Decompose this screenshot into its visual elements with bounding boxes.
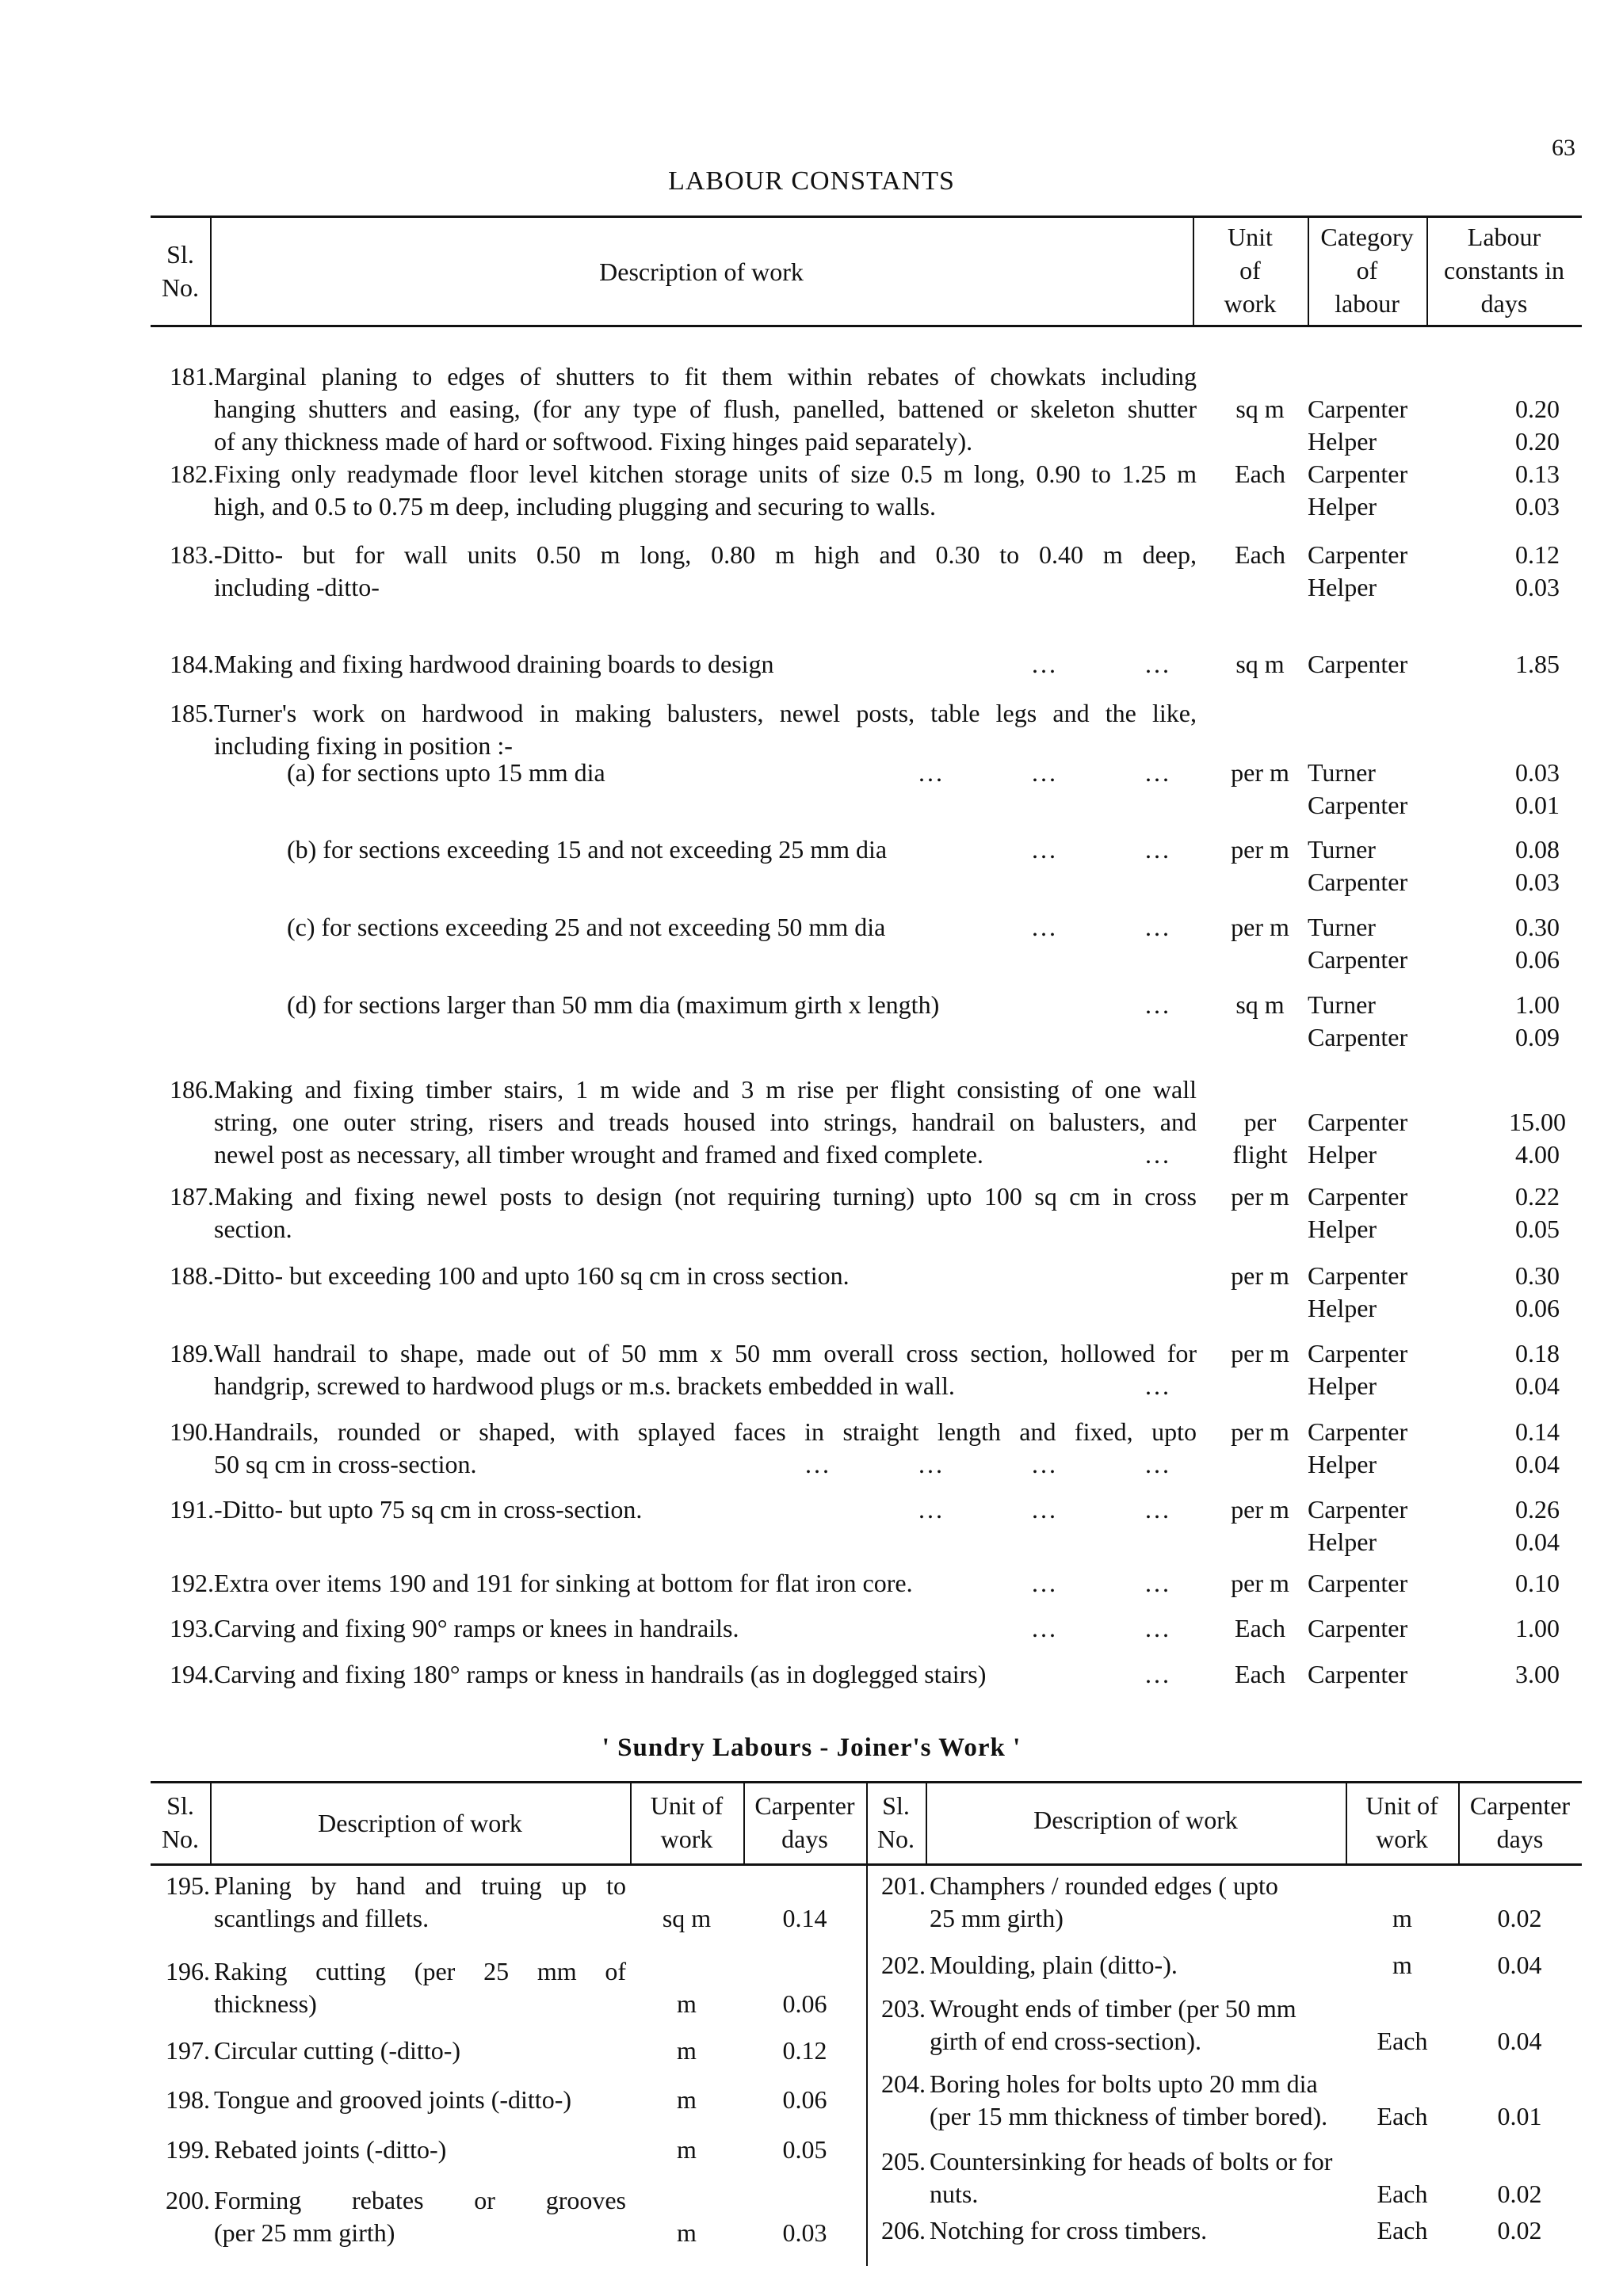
labour-category — [1308, 1337, 1498, 1402]
labour-category — [1308, 1567, 1498, 1600]
description-line: Fixing only readymade floor level kitchen storage units of size 0.5 m long, 0.90 to 1.25 m — [214, 460, 1197, 488]
leader-dots: ... ... — [1032, 913, 1171, 941]
description-line: Boring holes for bolts upto 20 mm dia — [930, 2069, 1318, 2098]
unit-line: Each — [1235, 1614, 1285, 1642]
labour-constant — [1474, 833, 1601, 898]
labour-constant — [1474, 911, 1601, 976]
header-constants: Labour constants in days — [1444, 223, 1564, 318]
labour-constant — [1474, 1106, 1601, 1171]
constant-line: 0.03 — [1515, 492, 1560, 521]
labour-line: Carpenter — [1308, 650, 1408, 678]
unit-line: per m — [1231, 1417, 1289, 1446]
item-number: 194. — [170, 1660, 214, 1688]
labour-line: Helper — [1308, 427, 1377, 456]
labour-constant — [1474, 539, 1601, 604]
unit-line: per m — [1231, 1182, 1289, 1211]
item-number: 182. — [170, 460, 214, 488]
item-number: 185. — [170, 699, 214, 727]
header-unit: Unit of work — [1224, 223, 1277, 318]
sundry-days: 0.06 — [782, 1989, 827, 2018]
labour-line: Carpenter — [1308, 1569, 1408, 1597]
sub-item-description: (d) for sections larger than 50 mm dia (maximum girth x length) — [287, 990, 940, 1019]
description-line: Rebated joints (-ditto-) — [214, 2135, 447, 2164]
sundry-item-description — [930, 2214, 1358, 2247]
constant-line: 0.04 — [1515, 1371, 1560, 1400]
sundry-header-sl-no-right: Sl. No. — [876, 1791, 915, 1853]
unit-line: sq m — [1235, 395, 1285, 423]
labour-line: Carpenter — [1308, 1495, 1408, 1524]
labour-line: Turner — [1308, 758, 1376, 787]
constant-line: 1.00 — [1515, 1614, 1560, 1642]
sundry-item-description — [214, 2084, 626, 2116]
constant-line: 0.12 — [1515, 540, 1560, 569]
constant-line: 0.03 — [1515, 573, 1560, 601]
sundry-item-description — [214, 2035, 626, 2067]
item-number: 184. — [170, 650, 214, 678]
description-line: high, and 0.5 to 0.75 m deep, including plugging and securing to walls. — [214, 492, 936, 521]
sundry-unit: Each — [1377, 2027, 1428, 2055]
sundry-item-number: 198. — [166, 2085, 210, 2114]
constant-line: 0.04 — [1515, 1527, 1560, 1556]
description-line: 25 mm girth) — [930, 1904, 1064, 1932]
item-number: 190. — [170, 1417, 214, 1446]
unit-line: per m — [1231, 913, 1289, 941]
sub-item-description: (a) for sections upto 15 mm dia — [287, 758, 605, 787]
unit-line: per m — [1231, 758, 1289, 787]
description-line: Marginal planing to edges of shutters to fit them within rebates of chowkats including — [214, 362, 1197, 391]
description-line: -Ditto- but upto 75 sq cm in cross-section. — [214, 1495, 643, 1524]
description-line: Tongue and grooved joints (-ditto-) — [214, 2085, 571, 2114]
description-line: Extra over items 190 and 191 for sinking at bottom for flat iron core. — [214, 1569, 913, 1597]
sundry-days: 0.06 — [782, 2085, 827, 2114]
item-number: 191. — [170, 1495, 214, 1524]
labour-category — [1308, 1416, 1498, 1481]
description-line: -Ditto- but exceeding 100 and upto 160 sq cm in cross section. — [214, 1261, 850, 1290]
description-line: girth of end cross-section). — [930, 2027, 1202, 2055]
sundry-unit: Each — [1377, 2216, 1428, 2245]
item-description — [214, 1260, 1197, 1292]
sundry-item-number: 195. — [166, 1871, 210, 1900]
constant-line: 4.00 — [1515, 1140, 1560, 1169]
leader-dots: ... — [1145, 990, 1171, 1019]
unit-of-work — [1212, 1106, 1308, 1171]
sundry-header-description: Description of work — [318, 1809, 522, 1837]
labour-constant — [1474, 1612, 1601, 1645]
leader-dots: ... ... — [1032, 835, 1171, 864]
description-line: Notching for cross timbers. — [930, 2216, 1208, 2245]
constant-line: 15.00 — [1509, 1108, 1566, 1136]
description-line: -Ditto- but for wall units 0.50 m long, 0.80 m high and 0.30 to 0.40 m deep, — [214, 540, 1197, 569]
item-description — [214, 697, 1197, 762]
unit-line: Each — [1235, 1660, 1285, 1688]
unit-of-work — [1212, 911, 1308, 944]
item-description — [214, 1337, 1197, 1402]
description-line: Carving and fixing 180° ramps or kness in handrails (as in doglegged stairs) — [214, 1660, 987, 1688]
constant-line: 0.06 — [1515, 945, 1560, 974]
unit-line: per — [1243, 1108, 1277, 1136]
sundry-days: 0.02 — [1497, 2216, 1542, 2245]
sundry-item-number: 200. — [166, 2186, 210, 2214]
header-category: Category of labour — [1320, 223, 1414, 318]
labour-category — [1308, 1493, 1498, 1558]
description-line: including -ditto- — [214, 573, 380, 601]
sundry-header-unit-right: Unit of work — [1365, 1791, 1438, 1853]
labour-category — [1308, 989, 1498, 1054]
sundry-days: 0.02 — [1497, 1904, 1542, 1932]
labour-line: Helper — [1308, 1371, 1377, 1400]
labour-category — [1308, 833, 1498, 898]
sundry-days: 0.12 — [782, 2036, 827, 2065]
description-line: Circular cutting (-ditto-) — [214, 2036, 461, 2065]
labour-category — [1308, 393, 1498, 458]
leader-dots: ... ... — [1032, 650, 1171, 678]
sub-item-description: (b) for sections exceeding 15 and not exceeding 25 mm dia — [287, 835, 888, 864]
sundry-header-sl-no: Sl. No. — [161, 1791, 200, 1853]
unit-line: per m — [1231, 1261, 1289, 1290]
leader-dots: ... — [1145, 1371, 1171, 1400]
labour-line: Carpenter — [1308, 791, 1408, 819]
labour-line: Helper — [1308, 1450, 1377, 1478]
description-line: Wall handrail to shape, made out of 50 mm x 50 mm overall cross section, hollowed for — [214, 1339, 1197, 1367]
unit-of-work — [1212, 458, 1308, 490]
sundry-days: 0.04 — [1497, 1951, 1542, 1979]
sundry-days: 0.05 — [782, 2135, 827, 2164]
labour-line: Carpenter — [1308, 1108, 1408, 1136]
description-line: Handrails, rounded or shaped, with splayed faces in straight length and fixed, upto — [214, 1417, 1197, 1446]
description-line: 50 sq cm in cross-section. — [214, 1450, 477, 1478]
labour-line: Carpenter — [1308, 1660, 1408, 1688]
sub-item-description: (c) for sections exceeding 25 and not exceeding 50 mm dia — [287, 913, 886, 941]
labour-line: Carpenter — [1308, 1339, 1408, 1367]
sundry-item-number: 203. — [881, 1994, 926, 2023]
sundry-header-unit: Unit of work — [650, 1791, 724, 1853]
sundry-unit: m — [677, 2085, 697, 2114]
unit-of-work — [1212, 1180, 1308, 1213]
constant-line: 0.22 — [1515, 1182, 1560, 1211]
sundry-unit: m — [677, 2135, 697, 2164]
sundry-header-days: Carpenter days — [754, 1791, 855, 1853]
labour-category — [1308, 1260, 1498, 1325]
labour-constant — [1474, 1260, 1601, 1325]
constant-line: 1.85 — [1515, 650, 1560, 678]
sundry-unit: m — [1392, 1904, 1412, 1932]
unit-of-work — [1212, 1337, 1308, 1370]
unit-of-work — [1212, 989, 1308, 1021]
header-sl-no: Sl. No. — [161, 240, 200, 302]
header-description: Description of work — [599, 257, 804, 286]
sundry-item-number: 205. — [881, 2147, 926, 2176]
constant-line: 0.03 — [1515, 758, 1560, 787]
sundry-days: 0.14 — [782, 1904, 827, 1932]
item-number: 189. — [170, 1339, 214, 1367]
labour-line: Helper — [1308, 1527, 1377, 1556]
description-line: (per 25 mm girth) — [214, 2218, 395, 2247]
labour-constant — [1474, 1658, 1601, 1691]
constant-line: 0.13 — [1515, 460, 1560, 488]
sundry-unit: m — [677, 2218, 697, 2247]
labour-line: Helper — [1308, 492, 1377, 521]
constant-line: 0.09 — [1515, 1023, 1560, 1051]
item-number: 183. — [170, 540, 214, 569]
constant-line: 0.30 — [1515, 1261, 1560, 1290]
labour-category — [1308, 458, 1498, 523]
constant-line: 0.01 — [1515, 791, 1560, 819]
constant-line: 3.00 — [1515, 1660, 1560, 1688]
unit-line: flight — [1232, 1140, 1288, 1169]
item-number: 192. — [170, 1569, 214, 1597]
constant-line: 0.14 — [1515, 1417, 1560, 1446]
item-description — [214, 1658, 1197, 1691]
unit-line: sq m — [1235, 650, 1285, 678]
description-line: Turner's work on hardwood in making balusters, newel posts, table legs and the like, — [214, 699, 1197, 727]
description-line: scantlings and fillets. — [214, 1904, 430, 1932]
labour-line: Turner — [1308, 835, 1376, 864]
description-line: Raking cutting (per 25 mm of — [214, 1957, 626, 1985]
labour-category — [1308, 1658, 1498, 1691]
labour-line: Carpenter — [1308, 1417, 1408, 1446]
page-title: LABOUR CONSTANTS — [668, 166, 955, 196]
labour-category — [1308, 911, 1498, 976]
constant-line: 0.05 — [1515, 1215, 1560, 1243]
header-top-rule — [151, 215, 1582, 218]
description-line: Making and fixing timber stairs, 1 m wide and 3 m rise per flight consisting of one wall — [214, 1075, 1197, 1104]
sundry-item-number: 201. — [881, 1871, 926, 1900]
description-line: Forming rebates or grooves — [214, 2186, 626, 2214]
labour-constant — [1474, 1416, 1601, 1481]
description-line: hanging shutters and easing, (for any type of flush, panelled, battened or skeleton shutter — [214, 395, 1197, 423]
constant-line: 0.04 — [1515, 1450, 1560, 1478]
labour-constant — [1474, 1567, 1601, 1600]
labour-line: Carpenter — [1308, 395, 1408, 423]
item-number: 181. — [170, 362, 214, 391]
item-description — [214, 1180, 1197, 1245]
sundry-item-description — [930, 1949, 1358, 1981]
sundry-unit: sq m — [662, 1904, 712, 1932]
description-line: newel post as necessary, all timber wrought and framed and fixed complete. — [214, 1140, 983, 1169]
sundry-item-description — [214, 1955, 626, 2020]
leader-dots: ... ... ... ... — [805, 1450, 1171, 1478]
sundry-item-number: 196. — [166, 1957, 210, 1985]
sundry-header-description-right: Description of work — [1033, 1806, 1238, 1834]
unit-line: per m — [1231, 1569, 1289, 1597]
unit-of-work — [1212, 757, 1308, 789]
description-line: nuts. — [930, 2180, 979, 2208]
sundry-item-number: 202. — [881, 1951, 926, 1979]
sundry-days: 0.03 — [782, 2218, 827, 2247]
sundry-days: 0.01 — [1497, 2102, 1542, 2130]
labour-line: Carpenter — [1308, 460, 1408, 488]
sundry-item-description — [930, 2068, 1358, 2133]
sundry-item-description — [930, 1870, 1358, 1935]
description-line: handgrip, screwed to hardwood plugs or m.s. brackets embedded in wall. — [214, 1371, 955, 1400]
labour-constant — [1474, 1180, 1601, 1245]
labour-category — [1308, 648, 1498, 681]
description-line: thickness) — [214, 1989, 317, 2018]
constant-line: 0.03 — [1515, 868, 1560, 896]
labour-constant — [1474, 1337, 1601, 1402]
constant-line: 0.18 — [1515, 1339, 1560, 1367]
labour-constant — [1474, 757, 1601, 822]
labour-line: Carpenter — [1308, 945, 1408, 974]
description-line: including fixing in position :- — [214, 731, 513, 760]
sundry-item-number: 197. — [166, 2036, 210, 2065]
labour-line: Carpenter — [1308, 868, 1408, 896]
item-description — [214, 360, 1197, 458]
labour-constant — [1474, 989, 1601, 1054]
sundry-item-number: 199. — [166, 2135, 210, 2164]
sundry-days: 0.02 — [1497, 2180, 1542, 2208]
unit-of-work — [1212, 1612, 1308, 1645]
leader-dots: ... — [1145, 1660, 1171, 1688]
sundry-item-description — [930, 2145, 1358, 2210]
sundry-item-description — [930, 1993, 1358, 2058]
unit-line: per m — [1231, 1495, 1289, 1524]
labour-category — [1308, 1180, 1498, 1245]
description-line: Making and fixing hardwood draining boards to design — [214, 650, 774, 678]
sundry-unit: m — [677, 1989, 697, 2018]
item-description — [214, 539, 1197, 604]
item-description — [214, 458, 1197, 523]
sundry-item-number: 204. — [881, 2069, 926, 2098]
labour-constant — [1474, 1493, 1601, 1558]
sundry-header-days-right: Carpenter days — [1469, 1791, 1571, 1853]
labour-line: Helper — [1308, 573, 1377, 601]
labour-line: Carpenter — [1308, 540, 1408, 569]
labour-line: Carpenter — [1308, 1182, 1408, 1211]
unit-of-work — [1212, 1567, 1308, 1600]
labour-line: Helper — [1308, 1294, 1377, 1322]
constant-line: 1.00 — [1515, 990, 1560, 1019]
unit-of-work — [1212, 648, 1308, 681]
constant-line: 0.20 — [1515, 395, 1560, 423]
sundry-item-description — [214, 1870, 626, 1935]
sundry-unit: m — [677, 2036, 697, 2065]
constant-line: 0.30 — [1515, 913, 1560, 941]
leader-dots: ... ... — [1032, 1614, 1171, 1642]
sundry-item-description — [214, 2134, 626, 2166]
unit-line: Each — [1235, 460, 1285, 488]
constant-line: 0.20 — [1515, 427, 1560, 456]
description-line: string, one outer string, risers and treads housed into strings, handrail on balusters, and — [214, 1108, 1197, 1136]
unit-line: per m — [1231, 1339, 1289, 1367]
description-line: Wrought ends of timber (per 50 mm — [930, 1994, 1296, 2023]
sundry-item-number: 206. — [881, 2216, 926, 2245]
labour-constant — [1474, 393, 1601, 458]
description-line: Carving and fixing 90° ramps or knees in handrails. — [214, 1614, 739, 1642]
leader-dots: ... — [1145, 1140, 1171, 1169]
item-number: 193. — [170, 1614, 214, 1642]
labour-category — [1308, 1106, 1498, 1171]
constant-line: 0.10 — [1515, 1569, 1560, 1597]
leader-dots: ... ... ... — [918, 758, 1171, 787]
labour-constant — [1474, 458, 1601, 523]
description-line: Making and fixing newel posts to design (not requiring turning) upto 100 sq cm in cross — [214, 1182, 1197, 1211]
unit-of-work — [1212, 393, 1308, 425]
constant-line: 0.06 — [1515, 1294, 1560, 1322]
item-number: 186. — [170, 1075, 214, 1104]
description-line: Planing by hand and truing up to — [214, 1871, 626, 1900]
description-line: (per 15 mm thickness of timber bored). — [930, 2102, 1328, 2130]
description-line: section. — [214, 1215, 292, 1243]
item-description — [214, 1074, 1197, 1171]
description-line: Countersinking for heads of bolts or for — [930, 2147, 1333, 2176]
sundry-item-description — [214, 2184, 626, 2249]
item-number: 187. — [170, 1182, 214, 1211]
labour-line: Carpenter — [1308, 1261, 1408, 1290]
labour-line: Turner — [1308, 990, 1376, 1019]
leader-dots: ... ... ... — [918, 1495, 1171, 1524]
unit-of-work — [1212, 1416, 1308, 1448]
sundry-unit: Each — [1377, 2180, 1428, 2208]
unit-of-work — [1212, 833, 1308, 866]
labour-category — [1308, 539, 1498, 604]
labour-line: Carpenter — [1308, 1614, 1408, 1642]
leader-dots: ... ... — [1032, 1569, 1171, 1597]
labour-category — [1308, 1612, 1498, 1645]
sundry-days: 0.04 — [1497, 2027, 1542, 2055]
labour-category — [1308, 757, 1498, 822]
unit-of-work — [1212, 1493, 1308, 1526]
description-line: Moulding, plain (ditto-). — [930, 1951, 1178, 1979]
unit-of-work — [1212, 539, 1308, 571]
labour-line: Turner — [1308, 913, 1376, 941]
header-bottom-rule — [151, 325, 1582, 327]
unit-line: Each — [1235, 540, 1285, 569]
sundry-unit: m — [1392, 1951, 1412, 1979]
page-number: 63 — [1552, 135, 1575, 161]
item-number: 188. — [170, 1261, 214, 1290]
labour-constant — [1474, 648, 1601, 681]
constant-line: 0.26 — [1515, 1495, 1560, 1524]
labour-line: Helper — [1308, 1140, 1377, 1169]
section-title: ' Sundry Labours - Joiner's Work ' — [601, 1733, 1022, 1762]
unit-line: per m — [1231, 835, 1289, 864]
description-line: Champhers / rounded edges ( upto — [930, 1871, 1278, 1900]
unit-of-work — [1212, 1260, 1308, 1292]
unit-line: sq m — [1235, 990, 1285, 1019]
sundry-unit: Each — [1377, 2102, 1428, 2130]
labour-line: Helper — [1308, 1215, 1377, 1243]
description-line: of any thickness made of hard or softwood. Fixing hinges paid separately). — [214, 427, 973, 456]
constant-line: 0.08 — [1515, 835, 1560, 864]
labour-line: Carpenter — [1308, 1023, 1408, 1051]
unit-of-work — [1212, 1658, 1308, 1691]
